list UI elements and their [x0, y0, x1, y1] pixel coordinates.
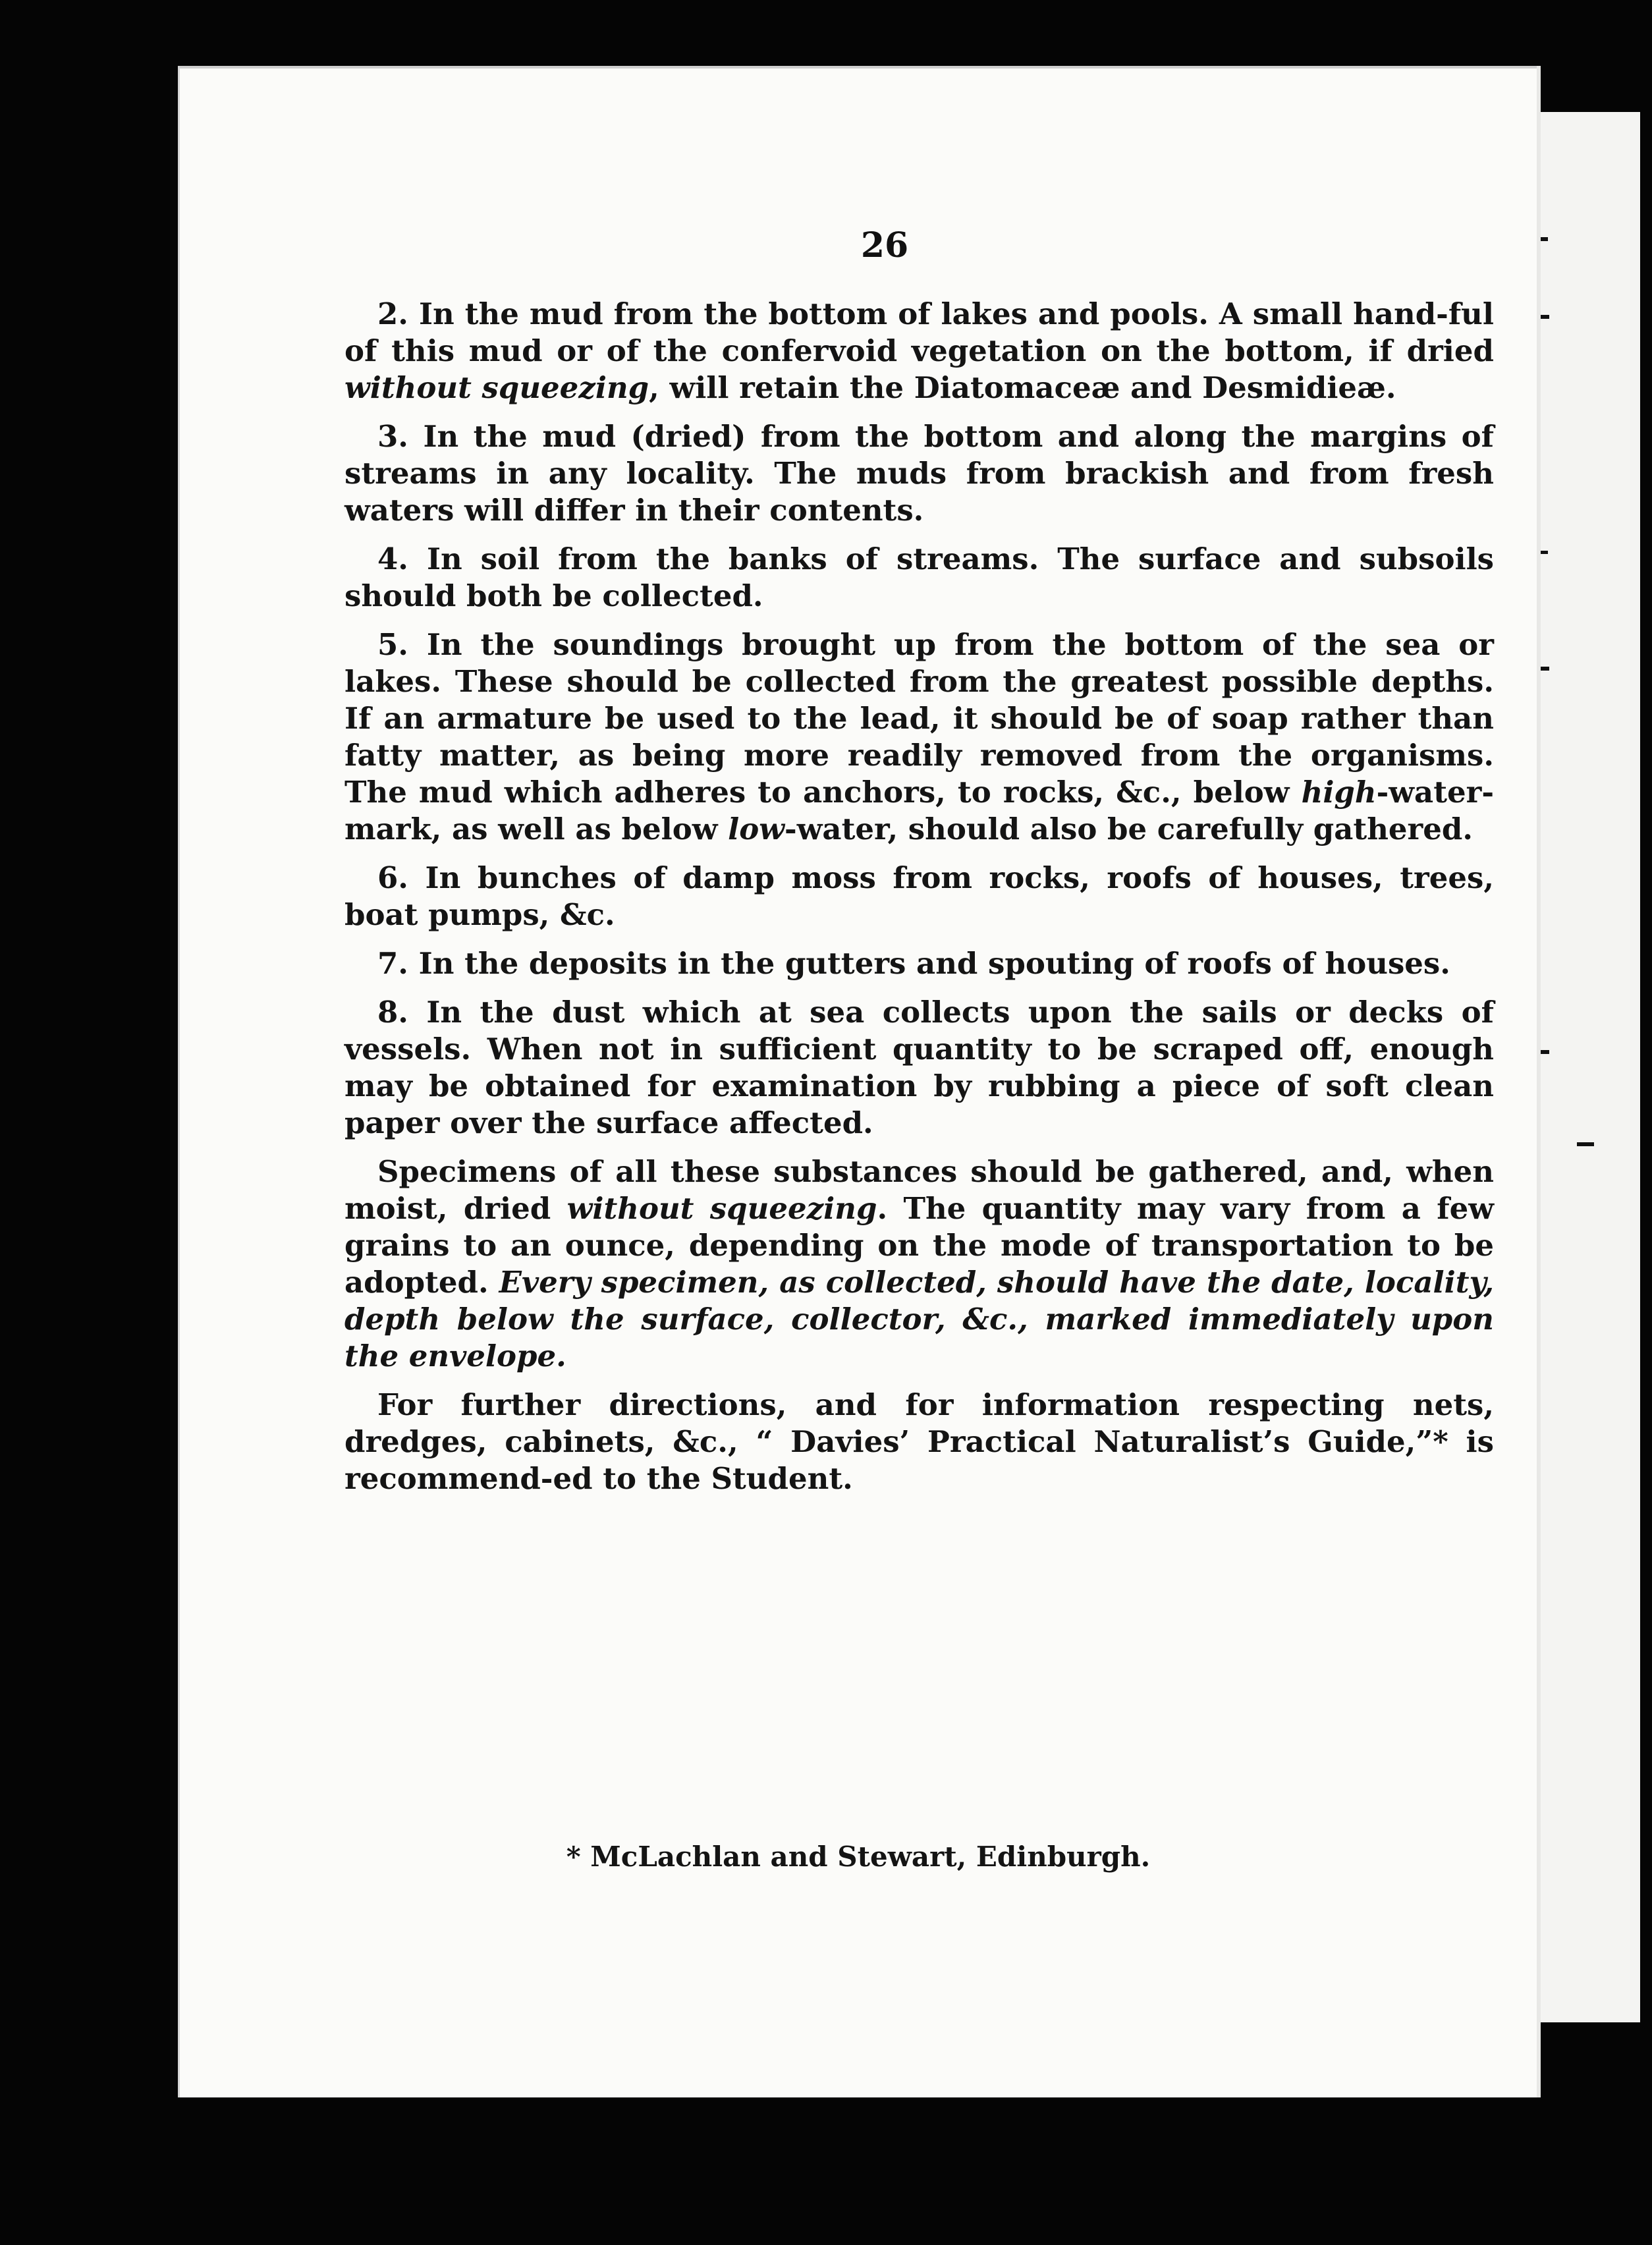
- paragraph: [344, 994, 1494, 1142]
- paragraph-number: 8.: [377, 995, 408, 1030]
- paragraph: [344, 418, 1494, 529]
- paragraph-text: In the mud from the bottom of lakes and pools. A small hand-ful of this mud or of the confervoid vegetation on the bottom, if dried: [344, 296, 1494, 368]
- paragraph: [344, 860, 1494, 933]
- paragraph: [344, 1153, 1494, 1375]
- paragraph: [344, 945, 1494, 982]
- paragraph-text: -water-mark, as well as below: [344, 775, 1494, 846]
- italic-text: without squeezing: [566, 1191, 877, 1226]
- paragraph-number: 3.: [377, 419, 408, 454]
- footnote: * McLachlan and Stewart, Edinburgh.: [566, 1841, 1151, 1873]
- paragraph-text: In soil from the banks of streams. The surface and subsoils should both be collected.: [344, 541, 1494, 613]
- paragraph-number: 2.: [377, 296, 408, 331]
- italic-text: low: [728, 812, 785, 846]
- paragraph: [344, 296, 1494, 406]
- paragraph-text: In the soundings brought up from the bottom of the sea or lakes. These should be collected from the greatest possible depths. If an armature be used to the lead, it should be of soap rather than fatty matter, as being more readily removed from the organisms. The mud which adheres to anchors, to rocks, &c., below: [344, 627, 1494, 810]
- paragraph-text: In the deposits in the gutters and spouting of roofs of houses.: [408, 946, 1450, 981]
- paragraph-text: In the dust which at sea collects upon the sails or decks of vessels. When not in sufficient quantity to be scraped off, enough may be obtained for examination by rubbing a piece of soft clean paper over the surface affected.: [344, 995, 1494, 1140]
- document-page: [178, 66, 1537, 2097]
- italic-text: without squeezing: [344, 370, 649, 405]
- page-number: 26: [860, 225, 909, 265]
- paragraph: [344, 626, 1494, 848]
- paragraph-text: . The quantity may vary from a few grains to an ounce, depending on the mode of transportation to be adopted.: [344, 1191, 1494, 1300]
- paragraph-text: For further directions, and for information respecting nets, dredges, cabinets, &c., “ Davies’ Practical Naturalist’s Guide,”* is recommend-ed to the Student.: [344, 1387, 1494, 1496]
- paragraph: [344, 541, 1494, 615]
- paragraph-number: 7.: [377, 946, 408, 981]
- paragraph-text: Specimens of all these substances should be gathered, and, when moist, dried: [344, 1154, 1494, 1226]
- body-text: [344, 296, 1494, 1509]
- paragraph-number: 6.: [377, 860, 408, 895]
- paragraph-text: -water, should also be carefully gathered.: [785, 812, 1473, 846]
- margin-mark: [1577, 1142, 1594, 1146]
- paragraph-text: , will retain the Diatomaceæ and Desmidieæ.: [649, 370, 1396, 405]
- paragraph-text: In the mud (dried) from the bottom and along the margins of streams in any locality. The muds from brackish and from fresh waters will differ in their contents.: [344, 419, 1494, 528]
- paragraph-number: 4.: [377, 541, 408, 576]
- paragraph-text: In bunches of damp moss from rocks, roofs of houses, trees, boat pumps, &c.: [344, 860, 1494, 932]
- paragraph: [344, 1387, 1494, 1497]
- italic-text: high: [1301, 775, 1377, 810]
- italic-text: Every specimen, as collected, should have the date, locality, depth below the surface, collector, &c., marked immediately upon the envelope.: [344, 1265, 1494, 1373]
- paragraph-number: 5.: [377, 627, 408, 662]
